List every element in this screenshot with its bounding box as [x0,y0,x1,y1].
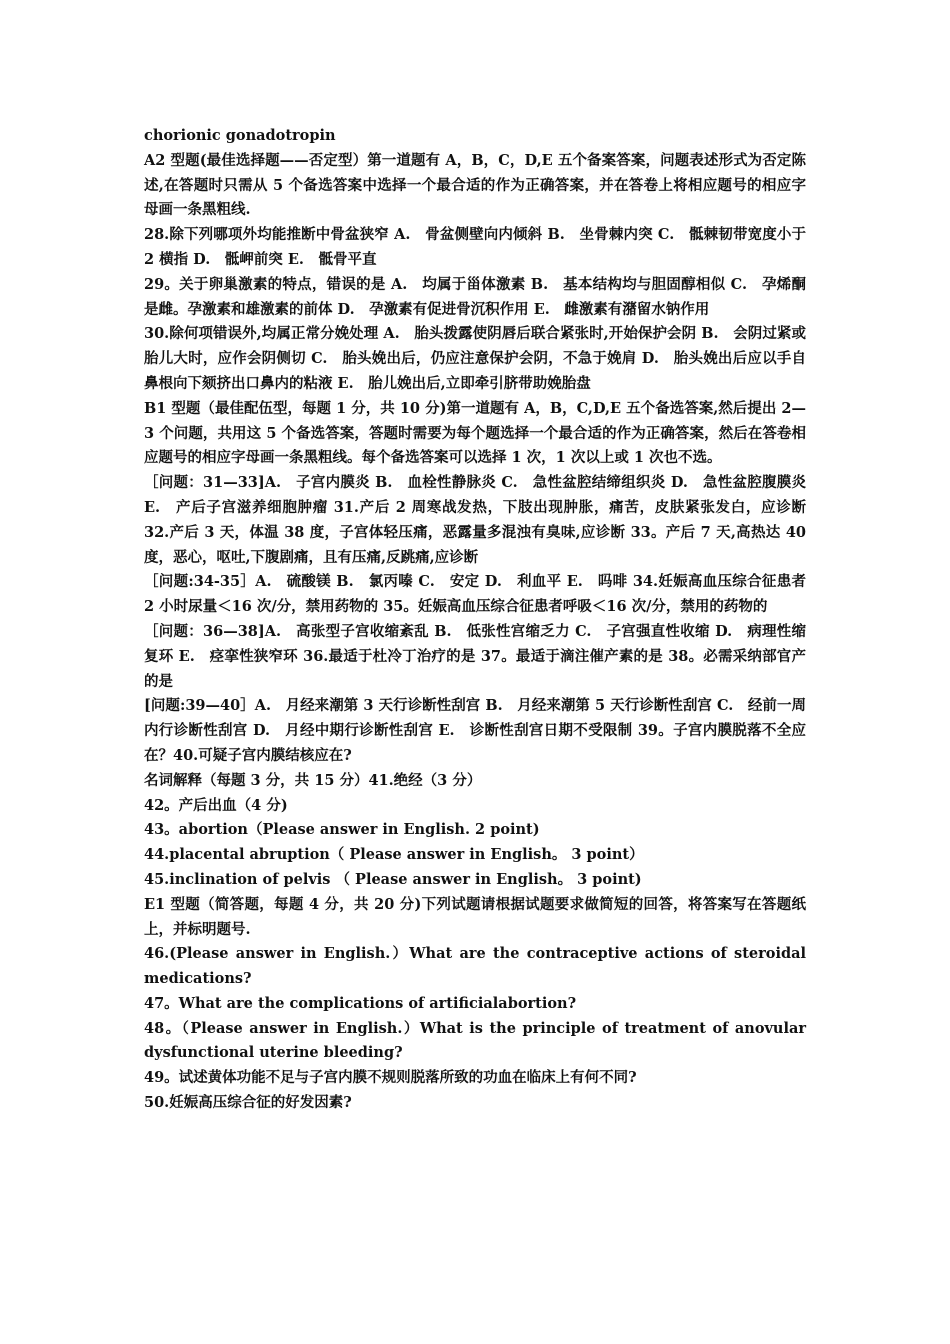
question-29: 29。关于卵巢激素的特点，错误的是 A. 均属于甾体激素 B. 基本结构均与胆固醇相似 C. 孕烯酮是雌。孕激素和雄激素的前体 D. 孕激素有促进骨沉积作用 E. 雌激素有潴留水钠作用 [144,275,806,318]
question-50: 50.妊娠高压综合征的好发因素? [144,1094,352,1112]
question-41: 名词解释（每题 3 分，共 15 分）41.绝经（3 分） [144,771,482,789]
paragraph-b1-instructions: B1 型题（最佳配伍型，每题 1 分，共 10 分)第一道题有 A，B，C,D,E 五个备选答案,然后提出 2—3 个问题，共用这 5 个备选答案，答题时需要为每个题选择一个最合适的作为正确答案，然后在答卷相应题号的相应字母画一条黑粗线。每个备选答案可以选择 1 次，1 次以上或 1 次也不选。 [144,399,806,467]
question-49: 49。试述黄体功能不足与子宫内膜不规则脱落所致的功血在临床上有何不同? [144,1069,637,1087]
question-group-31-33: ［问题：31—33]A. 子宫内膜炎 B. 血栓性静脉炎 C. 急性盆腔结缔组织炎 D. 急性盆腔腹膜炎 E. 产后子宫滋养细胞肿瘤 31.产后 2 周寒战发热，下肢出现肿胀，痛苦，皮肤紧张发白，应诊断 32.产后 3 天，体温 38 度，子宫体轻压痛，恶露量多混浊有臭味,应诊断 33。产后 7 天,高热达 40 度，恶心，呕吐,下腹剧痛，且有压痛,反跳痛,应诊断 [144,474,806,566]
document-page [144,124,806,1116]
question-46: 46.(Please answer in English.）What are the contraceptive actions of steroidal medications? [144,945,806,988]
question-47: 47。What are the complications of artificialabortion? [144,994,577,1012]
question-group-34-35: ［问题:34-35］A. 硫酸镁 B. 氯丙嗪 C. 安定 D. 利血平 E. 吗啡 34.妊娠高血压综合征患者 2 小时尿量＜16 次/分，禁用药物的 35。妊娠高血压综合征患者呼吸＜16 次/分，禁用的药物的 [144,573,806,616]
question-44: 44.placental abruption（ Please answer in English。 3 point） [144,846,644,864]
paragraph-hcg-term: chorionic gonadotropin [144,127,336,144]
question-30: 30.除何项错误外,均属正常分娩处理 A. 胎头拨露使阴唇后联合紧张时,开始保护会阴 B. 会阴过紧或胎儿大时，应作会阴侧切 C. 胎头娩出后，仍应注意保护会阴，不急于娩肩 D. 胎头娩出后应以手自鼻根向下颏挤出口鼻内的粘液 E. 胎儿娩出后,立即牵引脐带助娩胎盘 [144,325,806,392]
question-45: 45.inclination of pelvis （ Please answer in English。 3 point) [144,870,642,888]
question-43: 43。abortion（Please answer in English. 2 point) [144,821,540,839]
question-42: 42。产后出血（4 分) [144,796,288,814]
question-group-39-40: [问题:39—40］A. 月经来潮第 3 天行诊断性刮宫 B. 月经来潮第 5 天行诊断性刮宫 C. 经前一周内行诊断性刮宫 D. 月经中期行诊断性刮宫 E. 诊断性刮宫日期不受限制 39。子宫内膜脱落不全应在？40.可疑子宫内膜结核应在? [144,697,806,764]
question-28: 28.除下列哪项外均能推断中骨盆狭窄 A. 骨盆侧壁向内倾斜 B. 坐骨棘内突 C. 骶棘韧带宽度小于 2 横指 D. 骶岬前突 E. 骶骨平直 [144,226,806,268]
paragraph-a2-instructions: A2 型题(最佳选择题——否定型）第一道题有 A，B，C，D,E 五个备案答案，问题表述形式为否定陈述,在答题时只需从 5 个备选答案中选择一个最合适的作为正确答案，并在答卷上将相应题号的相应字母画一条黑粗线. [144,151,806,219]
paragraph-e1-instructions: E1 型题（简答题，每题 4 分，共 20 分)下列试题请根据试题要求做简短的回答，将答案写在答题纸上，并标明题号. [144,895,806,938]
question-48: 48。（Please answer in English.）What is the principle of treatment of anovular dysfunctional uterine bleeding? [144,1019,806,1062]
question-group-36-38: ［问题：36—38]A. 高张型子宫收缩紊乱 B. 低张性宫缩乏力 C. 子宫强直性收缩 D. 病理性缩复环 E. 痉挛性狭窄环 36.最适于杜冷丁治疗的是 37。最适于滴注催产素的是 38。必需采纳部官产的是 [144,622,806,690]
